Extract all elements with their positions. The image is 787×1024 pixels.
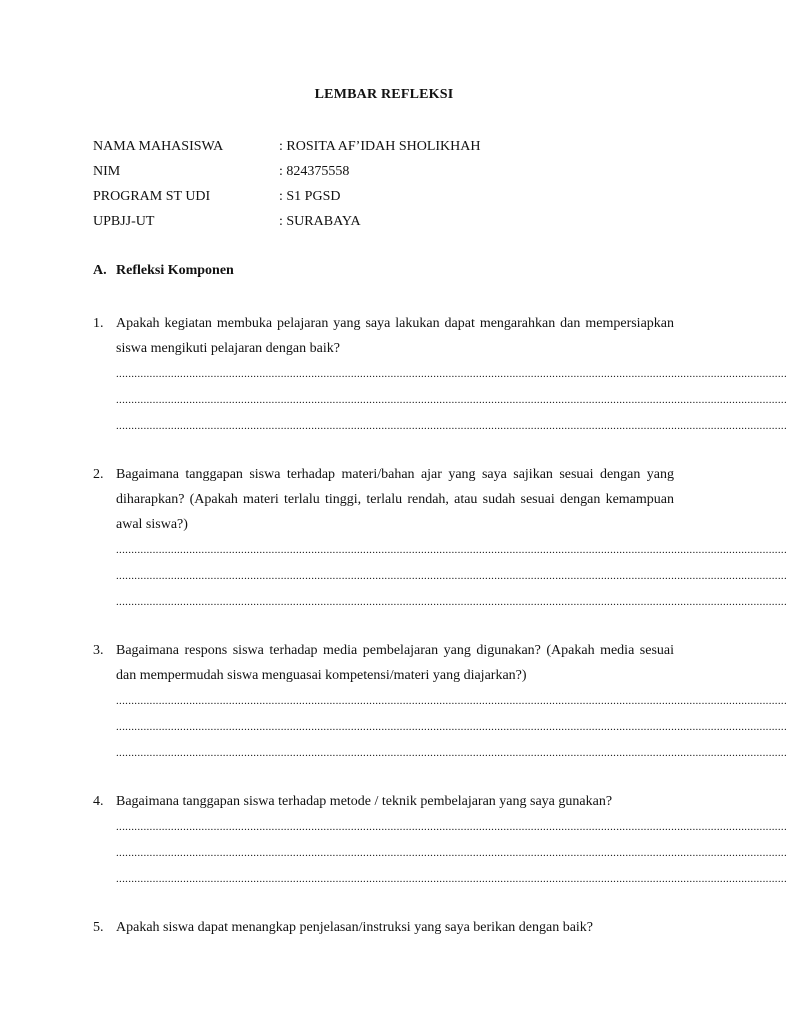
answer-line[interactable]: ............................................................................................................................................................................................................................ — [116, 747, 787, 759]
info-value: : S1 PGSD — [279, 189, 341, 204]
info-row-program — [93, 187, 693, 212]
answer-line[interactable]: ............................................................................................................................................................................................................................ — [116, 544, 787, 556]
question-number: 3. — [93, 643, 104, 658]
section-title: Refleksi Komponen — [116, 263, 234, 278]
info-row-name — [93, 137, 693, 162]
question-number: 1. — [93, 316, 104, 331]
section-letter: A. — [93, 263, 107, 278]
document-title: LEMBAR REFLEKSI — [314, 87, 454, 102]
question-number: 2. — [93, 467, 104, 482]
info-label: NAMA MAHASISWA — [93, 139, 224, 154]
answer-line[interactable]: ............................................................................................................................................................................................................................ — [116, 821, 787, 833]
answer-line[interactable]: ............................................................................................................................................................................................................................ — [116, 420, 787, 432]
question-text: Apakah siswa dapat menangkap penjelasan/instruksi yang saya berikan dengan baik? — [116, 920, 594, 935]
answer-line[interactable]: ............................................................................................................................................................................................................................ — [116, 721, 787, 733]
answer-line[interactable]: ............................................................................................................................................................................................................................ — [116, 394, 787, 406]
section-heading — [93, 263, 234, 279]
question-number: 4. — [93, 794, 104, 809]
answer-line[interactable]: ............................................................................................................................................................................................................................ — [116, 695, 787, 707]
question-2 — [93, 462, 787, 615]
student-info — [93, 137, 693, 237]
info-label: PROGRAM ST UDI — [93, 189, 211, 204]
question-text: Bagaimana respons siswa terhadap media pembelajaran yang digunakan? (Apakah media sesuai dan mempermudah siswa menguasai kompetensi/materi yang diajarkan?) — [116, 643, 674, 683]
answer-line[interactable]: ............................................................................................................................................................................................................................ — [116, 847, 787, 859]
info-label: NIM — [93, 164, 121, 179]
info-value: : ROSITA AF’IDAH SHOLIKHAH — [279, 139, 481, 154]
info-row-upbjj — [93, 212, 693, 237]
question-3 — [93, 638, 787, 766]
answer-line[interactable]: ............................................................................................................................................................................................................................ — [116, 873, 787, 885]
answer-line[interactable]: ............................................................................................................................................................................................................................ — [116, 596, 787, 608]
answer-line[interactable]: ............................................................................................................................................................................................................................ — [116, 570, 787, 582]
question-1 — [93, 311, 787, 439]
info-label: UPBJJ-UT — [93, 214, 155, 229]
info-row-nim — [93, 162, 693, 187]
question-5 — [93, 915, 674, 940]
question-text: Apakah kegiatan membuka pelajaran yang saya lakukan dapat mengarahkan dan mempersiapkan siswa mengikuti pelajaran dengan baik? — [116, 316, 674, 356]
question-text: Bagaimana tanggapan siswa terhadap metode / teknik pembelajaran yang saya gunakan? — [116, 794, 613, 809]
question-text: Bagaimana tanggapan siswa terhadap materi/bahan ajar yang saya sajikan sesuai dengan yang diharapkan? (Apakah materi terlalu tinggi, terlalu rendah, atau sudah sesuai dengan kemampuan awal siswa?) — [116, 467, 674, 532]
answer-line[interactable]: ............................................................................................................................................................................................................................ — [116, 368, 787, 380]
info-value: : SURABAYA — [279, 214, 361, 229]
question-4 — [93, 789, 787, 892]
info-value: : 824375558 — [279, 164, 350, 179]
question-number: 5. — [93, 920, 104, 935]
